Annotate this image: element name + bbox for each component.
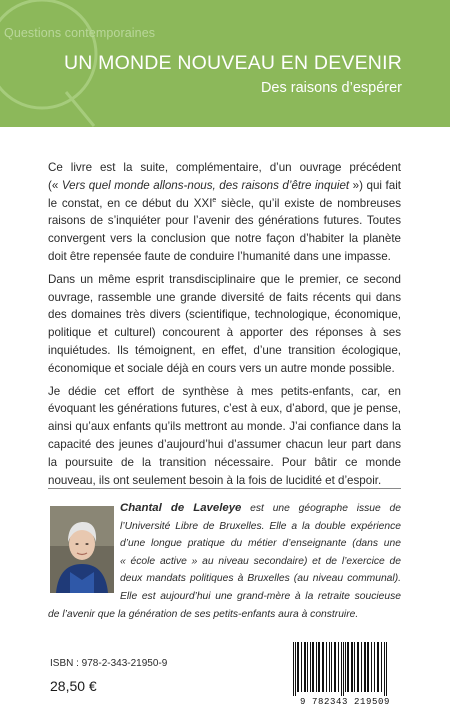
- book-title: UN MONDE NOUVEAU EN DEVENIR: [63, 52, 402, 74]
- price: 28,50 €: [50, 678, 97, 694]
- author-bio-text: est une géographe issue de l’Université Libre de Bruxelles. Elle a la double expérience d’une longue pratique du métier d’enseignante (dans une « école active » au niveau secondaire) et de l’exercice de deux mandats politiques à Bruxelles (au niveau communal). Elle est aujourd’hui une grand-mère à la retraite soucieuse de l’avenir que la génération de ses petits-enfants aura à construire.: [48, 503, 401, 620]
- blurb-paragraph-3: Je dédie cet effort de synthèse à mes petits-enfants, car, en évoquant les générations futures, c’est à eux, d’abord, que je pense, ainsi qu’aux enfants qu’ils mettront au monde. J’ai confiance dans la capacité des jeunes d’aujourd’hui d’assumer chacun leur part dans la poursuite de la transition nécessaire. Pour bâtir ce monde nouveau, ils ont seulement besoin à la fois de lucidité et d’espoir.: [48, 384, 401, 487]
- divider: [48, 488, 401, 489]
- barcode-number: 9 782343 219509: [299, 697, 390, 707]
- barcode-bars: [285, 640, 405, 696]
- isbn: ISBN : 978-2-343-21950-9: [50, 658, 168, 669]
- blurb-text: ») qui fait le constat, en ce début du XXI: [48, 178, 401, 210]
- blurb-paragraph-1: [48, 159, 401, 266]
- barcode: [285, 640, 405, 708]
- blurb-text: Ce livre est la suite, complémentaire, d’un ouvrage précédent («: [48, 161, 401, 192]
- author-name: Chantal de Laveleye: [120, 502, 242, 514]
- blurb: [48, 159, 401, 489]
- author-bio: [48, 500, 401, 623]
- book-subtitle: Des raisons d’espérer: [260, 80, 402, 96]
- blurb-text: siècle, qu’il existe de nombreuses raisons de s’inquiéter pour l’avenir des générations futures. Toutes convergent vers la conclusion que notre façon d’habiter la planète doit être repensée faute de conduire l’humanité dans une impasse.: [48, 196, 402, 263]
- blurb-paragraph-2: Dans un même esprit transdisciplinaire que le premier, ce second ouvrage, rassemble une grande diversité de faits récents qui dans des domaines très divers (scientifique, technologique, économique, politique et culturel) concourent à apporter des réponses à ses inquiétudes. Ils témoignent, en effet, d’une transition écologique, économique et sociale déjà en cours vers un autre monde possible.: [48, 272, 401, 375]
- previous-book-title: Vers quel monde allons-nous, des raisons d’être inquiet: [61, 178, 350, 192]
- century-superscript: e: [212, 196, 217, 204]
- cover-header-band: [0, 0, 450, 127]
- series-name: Questions contemporaines: [4, 26, 156, 40]
